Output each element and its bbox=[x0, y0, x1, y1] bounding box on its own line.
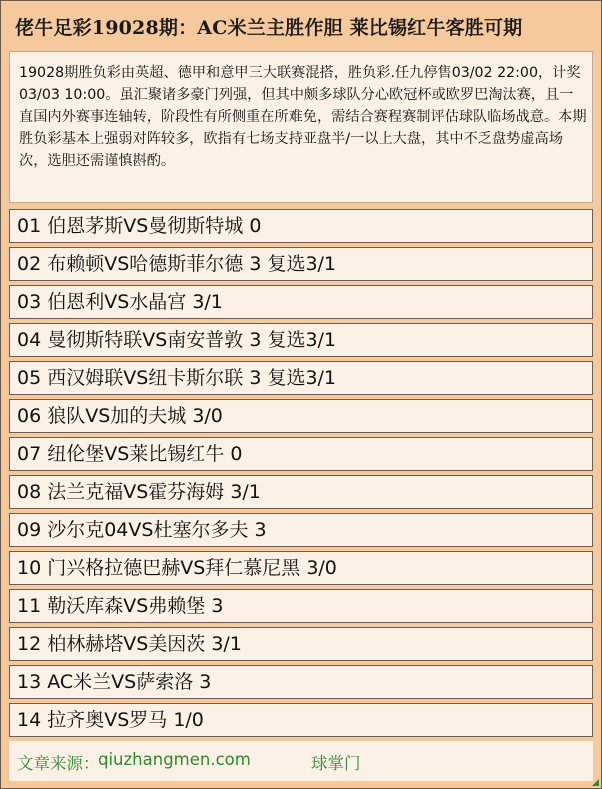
match-row: 01 伯恩茅斯VS曼彻斯特城 0 bbox=[9, 209, 593, 243]
match-row: 05 西汉姆联VS纽卡斯尔联 3 复选3/1 bbox=[9, 361, 593, 395]
match-row: 09 沙尔克04VS杜塞尔多夫 3 bbox=[9, 513, 593, 547]
source-label: 文章来源： bbox=[17, 754, 100, 773]
match-row: 13 AC米兰VS萨索洛 3 bbox=[9, 665, 593, 699]
match-row: 06 狼队VS加的夫城 3/0 bbox=[9, 399, 593, 433]
match-row: 12 柏林赫塔VS美因茨 3/1 bbox=[9, 627, 593, 661]
match-row: 10 门兴格拉德巴赫VS拜仁慕尼黑 3/0 bbox=[9, 551, 593, 585]
source-footer bbox=[9, 741, 593, 781]
intro-panel bbox=[9, 51, 593, 203]
intro-text: 19028期胜负彩由英超、德甲和意甲三大联赛混搭，胜负彩.任九停售03/02 22:00，计奖03/03 10:00。虽汇聚诸多豪门列强，但其中颇多球队分心欧冠杯或欧罗巴淘汰赛，且一直国内外赛事连轴转，阶段性有所侧重在所难免，需结合赛程赛制评估球队临场战意。本期胜负彩基本上强弱对阵较多，欧指有七场支持亚盘半/一以上大盘，其中不乏盘势虚高场次，选胆还需谨慎斟酌。 bbox=[19, 65, 587, 169]
resize-corner-icon bbox=[592, 779, 599, 786]
match-list bbox=[9, 209, 593, 741]
source-link[interactable]: qiuzhangmen.com bbox=[98, 750, 251, 769]
match-row: 03 伯恩利VS水晶宫 3/1 bbox=[9, 285, 593, 319]
source-site-name[interactable]: 球掌门 bbox=[311, 754, 361, 773]
page-title: 佬牛足彩19028期：AC米兰主胜作胆 莱比锡红牛客胜可期 bbox=[15, 17, 523, 39]
match-row: 14 拉齐奥VS罗马 1/0 bbox=[9, 703, 593, 737]
match-row: 04 曼彻斯特联VS南安普敦 3 复选3/1 bbox=[9, 323, 593, 357]
match-row: 11 勒沃库森VS弗赖堡 3 bbox=[9, 589, 593, 623]
match-row: 07 纽伦堡VS莱比锡红牛 0 bbox=[9, 437, 593, 471]
match-row: 02 布赖顿VS哈德斯菲尔德 3 复选3/1 bbox=[9, 247, 593, 281]
match-row: 08 法兰克福VS霍芬海姆 3/1 bbox=[9, 475, 593, 509]
